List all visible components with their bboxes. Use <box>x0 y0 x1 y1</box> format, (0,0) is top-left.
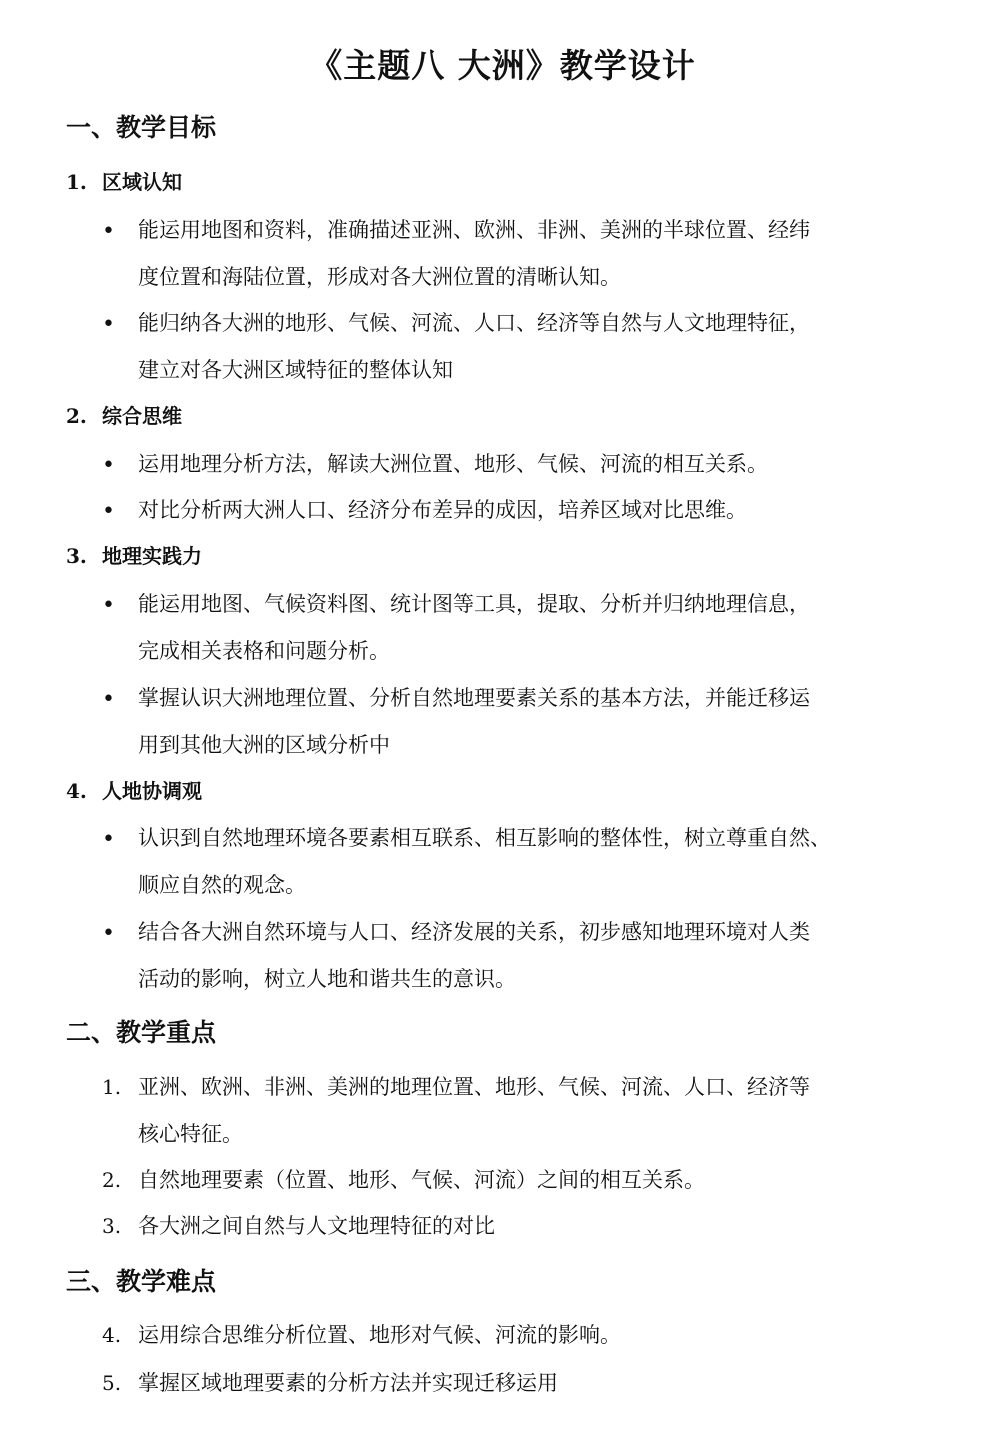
subsection-heading-comprehensive-thinking <box>66 400 182 432</box>
subsection-number: 1. <box>66 170 87 194</box>
subsection-number: 2. <box>66 404 87 428</box>
bullet-marker: • <box>102 921 115 946</box>
subsection-number: 4. <box>66 779 87 803</box>
subsection-label: 地理实践力 <box>102 544 202 568</box>
bullet-marker: • <box>102 499 115 524</box>
subsection-heading-human-land-harmony <box>66 775 202 807</box>
bullet-marker: • <box>102 687 115 712</box>
list-item-text <box>138 1157 898 1204</box>
bullet-text <box>138 300 898 394</box>
bullet-marker: • <box>102 827 115 852</box>
text-line: 掌握区域地理要素的分析方法并实现迁移运用 <box>138 1371 558 1395</box>
subsection-number: 3. <box>66 544 87 568</box>
bullet-text <box>138 909 898 1003</box>
text-line: 认识到自然地理环境各要素相互联系、相互影响的整体性，树立尊重自然、 <box>138 826 831 850</box>
subsection-label: 区域认知 <box>102 170 182 194</box>
list-number: 1. <box>102 1075 122 1099</box>
subsection-heading-geographic-practice <box>66 540 202 572</box>
bullet-text <box>138 675 898 769</box>
list-number: 3. <box>102 1214 122 1238</box>
bullet-marker: • <box>102 453 115 478</box>
list-item-text <box>138 1203 898 1250</box>
text-line: 各大洲之间自然与人文地理特征的对比 <box>138 1214 495 1238</box>
text-line: 用到其他大洲的区域分析中 <box>138 733 390 757</box>
subsection-heading-regional-cognition <box>66 166 182 198</box>
text-line: 顺应自然的观念。 <box>138 873 306 897</box>
section-heading-objectives: 一、教学目标 <box>66 113 217 142</box>
bullet-text <box>138 207 898 301</box>
bullet-marker: • <box>102 312 115 337</box>
text-line: 活动的影响，树立人地和谐共生的意识。 <box>138 967 516 991</box>
text-line: 亚洲、欧洲、非洲、美洲的地理位置、地形、气候、河流、人口、经济等 <box>138 1075 810 1099</box>
bullet-marker: • <box>102 219 115 244</box>
text-line: 自然地理要素（位置、地形、气候、河流）之间的相互关系。 <box>138 1168 705 1192</box>
list-number: 4. <box>102 1323 122 1347</box>
section-heading-key-points: 二、教学重点 <box>66 1018 217 1047</box>
text-line: 能运用地图和资料，准确描述亚洲、欧洲、非洲、美洲的半球位置、经纬 <box>138 218 810 242</box>
text-line: 运用综合思维分析位置、地形对气候、河流的影响。 <box>138 1323 621 1347</box>
text-line: 能归纳各大洲的地形、气候、河流、人口、经济等自然与人文地理特征， <box>138 311 810 335</box>
document-title: 《主题八 大洲》教学设计 <box>309 46 696 85</box>
bullet-text <box>138 487 898 534</box>
list-item-text <box>138 1360 898 1407</box>
text-line: 核心特征。 <box>138 1122 243 1146</box>
bullet-marker: • <box>102 593 115 618</box>
list-number: 5. <box>102 1371 122 1395</box>
bullet-text <box>138 441 898 488</box>
text-line: 建立对各大洲区域特征的整体认知 <box>138 358 453 382</box>
text-line: 运用地理分析方法，解读大洲位置、地形、气候、河流的相互关系。 <box>138 452 768 476</box>
bullet-text <box>138 581 898 675</box>
text-line: 度位置和海陆位置，形成对各大洲位置的清晰认知。 <box>138 265 621 289</box>
section-heading-difficulties: 三、教学难点 <box>66 1267 217 1296</box>
list-item-text <box>138 1064 898 1158</box>
list-number: 2. <box>102 1168 122 1192</box>
subsection-label: 综合思维 <box>102 404 182 428</box>
subsection-label: 人地协调观 <box>102 779 202 803</box>
text-line: 掌握认识大洲地理位置、分析自然地理要素关系的基本方法，并能迁移运 <box>138 686 810 710</box>
text-line: 对比分析两大洲人口、经济分布差异的成因，培养区域对比思维。 <box>138 498 747 522</box>
list-item-text <box>138 1312 898 1359</box>
bullet-text <box>138 815 898 909</box>
text-line: 完成相关表格和问题分析。 <box>138 639 390 663</box>
text-line: 结合各大洲自然环境与人口、经济发展的关系，初步感知地理环境对人类 <box>138 920 810 944</box>
text-line: 能运用地图、气候资料图、统计图等工具，提取、分析并归纳地理信息， <box>138 592 810 616</box>
